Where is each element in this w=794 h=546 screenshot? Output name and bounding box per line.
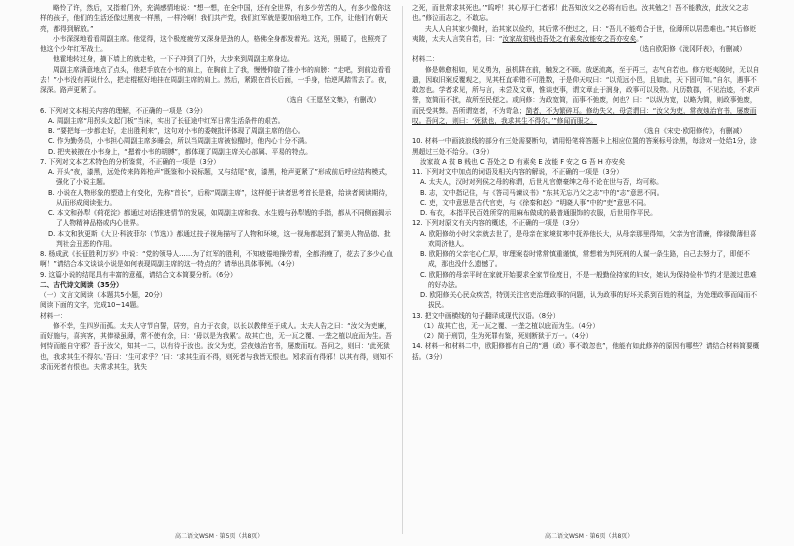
question-12-stem: 12. 下列对原文有关内容的概述，不正确的一项是（3分）	[412, 219, 583, 228]
underlined-sentence: 简者，不为繁碎耳。修幼失父，母尝谓曰：“汝父为吏，常夜烛治官书，屡废而叹。吾问之，则曰：‘死狱也，我求其生不得尔。’”修闻而服之。	[412, 106, 757, 125]
story-paragraph: 小韦深深地看看周副主席。他觉得，这个极度疲劳又深身是劲的人，格佛全身都发着光。这光，照暖了，也照亮了他这个少年红军战士。	[40, 34, 388, 53]
q11-option: B. 志，文中指记住，与《答司马谏议书》“东其无忘乃父之志”中的“志”意思不同。	[420, 188, 664, 197]
page-footer-right: 高二语文WSM · 第6页（共8页）	[545, 533, 634, 540]
q6-option: A. 周副主席“用拐头支起门板”当床，实出了长征途中红军日常生活条件的艰苦。	[48, 116, 285, 125]
story-paragraph: 周副主席满意地点了点头，他把手放在小韦的肩上，在胸前上了我，慢慢仰旋了推小韦的肩膀：“走吧，到前边看看去！”小韦没有再说什么，把走棍框好地挂在周副主席的肩上。然后，紧跟在首长后面，一手身，怡逆风踏雪去了。夜，深深。路声更紧了。	[40, 65, 392, 94]
story-paragraph: 略怜了许，然后，又指着门外，充满感情地说：“想一想，在全中国，还有全世界，有多少劳苦的人，有多少像你这样的孩子，他们的生活还像过黑夜一样黑，一样冷啊！我们共产党，我们红军就是要加倍地工作，工作，让他们有朝天亮，都得到解放。”	[40, 4, 391, 33]
question-6-stem: 6. 下列对文本相关内容的理解，不正确的一项是（3分）	[40, 106, 207, 115]
q7-option: A. 开头“夜，漆黑，远处传来阵阵枪声”既鉴和小说标题，又与结尾“夜，漆黑，枪声更紧了”形成前后呼应结构模式，强化了小说主题。	[48, 168, 392, 187]
material-1-label: 材料一：	[40, 311, 67, 320]
q11-option: C. 吏，文中意思是古代官吏，与《徐秦和赵》“明晓人事”中的“吏”意思不同。	[420, 198, 651, 207]
q12-option: A. 欧阳修幼小时父亲就去世了，是母亲在家境贫寒中抚养他长大，从母亲那里得知，父亲为官清廉，俸禄微薄但喜欢周济他人。	[420, 229, 757, 248]
left-column	[40, 3, 394, 372]
question-8: 8. 杨成武《长征胜利万岁》中说：“党的领导人……为了红军的胜利，不知疲倦地操劳着，全都消瘦了，花去了多少心血啊！”请结合本文谈谈小说是如何表现周副主席的这一特点的？请举出具体事例。（4分）	[40, 250, 394, 269]
q7-option: C. 本文和孙犁《荷花淀》都通过对话推进情节的发展，如周副主席和我、水生嫂与孙犁嫂的手指，都从不同侧面揭示了人物精神品格或内心世界。	[48, 209, 392, 228]
material-2-label: 材料二：	[412, 55, 439, 64]
q11-option: A. 太夫人，汉时对列侯之母的称谓，后世凡官僚豪绅之母不论在世与否，均可称。	[420, 178, 663, 187]
story-source: （选自《王愿坚文集》，有删改）	[283, 96, 380, 105]
wavy-underlined-sentence: 汝家故贫贱也吾处之有素矣汝能安之吾亦安矣	[502, 34, 637, 43]
question-10-stem: 10. 材料一中画波浪线的部分有三处需要断句，请用铅笔将答题卡上相应位置的答案标号涂黑，每涂对一处给1分，涂黑超过三处不给分。（3分）	[412, 137, 757, 156]
story-paragraph: 他霍地转过身，摘下墙上的就走枪，一下子冲到了门外，大步来到周副主席身边。	[53, 55, 294, 64]
subsection-heading: （一）文言文阅读（本题共5小题，20分）	[40, 291, 167, 299]
question-13-stem: 13. 把文中画横线的句子翻译成现代汉语。（8分）	[412, 311, 560, 320]
column-divider	[402, 6, 403, 534]
question-10-segmentation-line: 汝家故 A 贫 B 贱也 C 吾处之 D 有素矣 E 汝能 F 安之 G 吾 H 亦安矣	[420, 157, 626, 166]
q12-option: C. 欧阳修的母亲平时在家就开始要求全家节俭度日，不是一般勤俭持家的妇女，她认为保持俭朴节约才是渡过患难的好办法。	[420, 270, 757, 289]
q6-option: D. 把夹被掖在小韦身上，“摁着小韦的胡膊”，都体现了周副主席关心部属、平易的特点。	[48, 147, 312, 156]
q6-option: C. 作为勤务员，小韦担心周副主席多睡会，所以当周副主席被惊醒时，他内心十分不满。	[48, 137, 312, 146]
q12-option: B. 欧阳修的父亲宅心仁厚，审理案卷时常常慎重谨慎，常想着为判死刑的人谋一条生路，自己去努力了，即便不成，那也没什么遗憾了。	[420, 250, 750, 269]
question-7-stem: 7. 下列对文本艺术特色的分析鉴赏，不正确的一项是（3分）	[40, 157, 220, 166]
q6-option: B. “要把每一步都走好，走出胜利来”，这句对小韦的委婉批评体现了周副主席的信心。	[48, 127, 305, 135]
material-1-paragraph-2	[412, 24, 760, 45]
m2-text: 修是韩愈相如，见义勇为，虽机阱在前，触发之不顾。放逐流离，至于再三，志气自若也。修方贬夷陵时，无以自遣，因取旧案反覆观之，见其枉直乖错不可胜数，于是仰天叹曰：“以荒远小邑，且如此，天下固可知。”自尔，遇事不敢忽也。学者求见，所与言，未尝及文章，惟谈吏事，谓文章止于润身，政事可以及物。凡历数郡，不见治迹，不求声誉，宽简而不扰，故所至民便之。或问修：为政宽简，而事不弛废，何也？曰：“以纵为宽，以略为简，则政事弛废，而民受其弊。吾所谓宽者，不为苛急；	[412, 65, 760, 115]
right-column	[412, 3, 760, 362]
material-1-text: 修不幸，生四岁而孤。太夫人守节自誓，居穷，自力于衣食，以长以教俾至于成人。太夫人告之曰：“汝父为吏廉，而好施与，喜宾客，其俸禄虽薄，常不使有余，曰：‘毋以是为我累’。故其亡也，无一瓦之覆、一垄之植以庇而为生。吾何恃而能自守邪？吾于汝父，知其一二，以有待于汝也。汝父为吏，尝夜烛治官书，屡废而叹。吾问之，则曰：‘此死狱也，我求其生不得尔。’吾曰：‘生可求乎？’曰：‘求其生而不得，则死者与我皆无恨也。矧求而有得邪！以其有得，则知不求而死者有恨也。夫常求其生，犹失	[40, 321, 393, 371]
material-1-continued: 之死，而世常求其死也。’”呜呼！其心厚于仁者邪！此吾知汝父之必将有后也。汝其勉之！吾不能教汝，此汝父之志也。”修泣而志之，不敢忘。	[412, 4, 749, 23]
q7-option: D. 本文和狄更斯《大卫·科波菲尔（节选）》都通过技子视角描写了人物和环境，这一视角都起到了繁美人物品德、批判社会丑恶的作用。	[48, 229, 391, 248]
q11-option: D. 布衣，本指平民百姓所穿的用麻布做成的最普通服饰的衣服，后世用作平民。	[420, 209, 657, 217]
q13-item: （2）简于刑罚，生为死罪有鉴，死则断狱于万一。（4分）	[420, 332, 593, 340]
m1-text-a: 夫人人自其家少微时，治其家以俭约，其后常不使过之，曰：“吾儿不能苟合于世，俭薄所以居患难也。”其后修贬夷陵，太夫人言笑自若，曰：“	[412, 24, 757, 43]
reading-instruction: 阅读下面的文字，完成10~14题。	[40, 301, 143, 310]
q13-item: （1）故其亡也，无一瓦之覆、一垄之植以庇而为生。（4分）	[420, 321, 600, 330]
page-footer-left: 高二语文WSM · 第5页（共8页）	[175, 533, 264, 540]
m1-text-b: 。”	[636, 34, 643, 43]
material-2-source: （选自《宋史·欧阳修传》，有删减）	[640, 127, 746, 135]
q12-option: D. 欧阳修关心民众疾苦，特别关注官吏治理政事的问题，认为政事的好坏关系到百姓的利益，为处理政事而闻而不拔民。	[420, 291, 758, 310]
material-2-text	[412, 65, 760, 127]
section-2-heading: 二、古代诗文阅读（35分）	[40, 280, 123, 289]
question-11-stem: 11. 下列对文中加点的词语及相关内容的解说，不正确的一项是（3分）	[412, 168, 623, 176]
question-14: 14. 材料一和材料二中，欧阳修都有自己的“遇（政）事不敢忽也”，他能有如此修养的原因有哪些？请结合材料简要概括。（3分）	[412, 342, 760, 361]
question-9: 9. 这篇小说的结尾具有丰富的意蕴，请结合文本简要分析。（6分）	[40, 270, 237, 279]
material-1-source: （选自欧阳修《泷冈阡表》，有删减）	[635, 45, 746, 53]
q7-option: B. 小说在人物形象的塑造上有变化，先称“首长”，后称“周副主席”，这样便于读者思考首长是谁，给读者阅读期待，从而形成阅读张力。	[48, 188, 392, 207]
